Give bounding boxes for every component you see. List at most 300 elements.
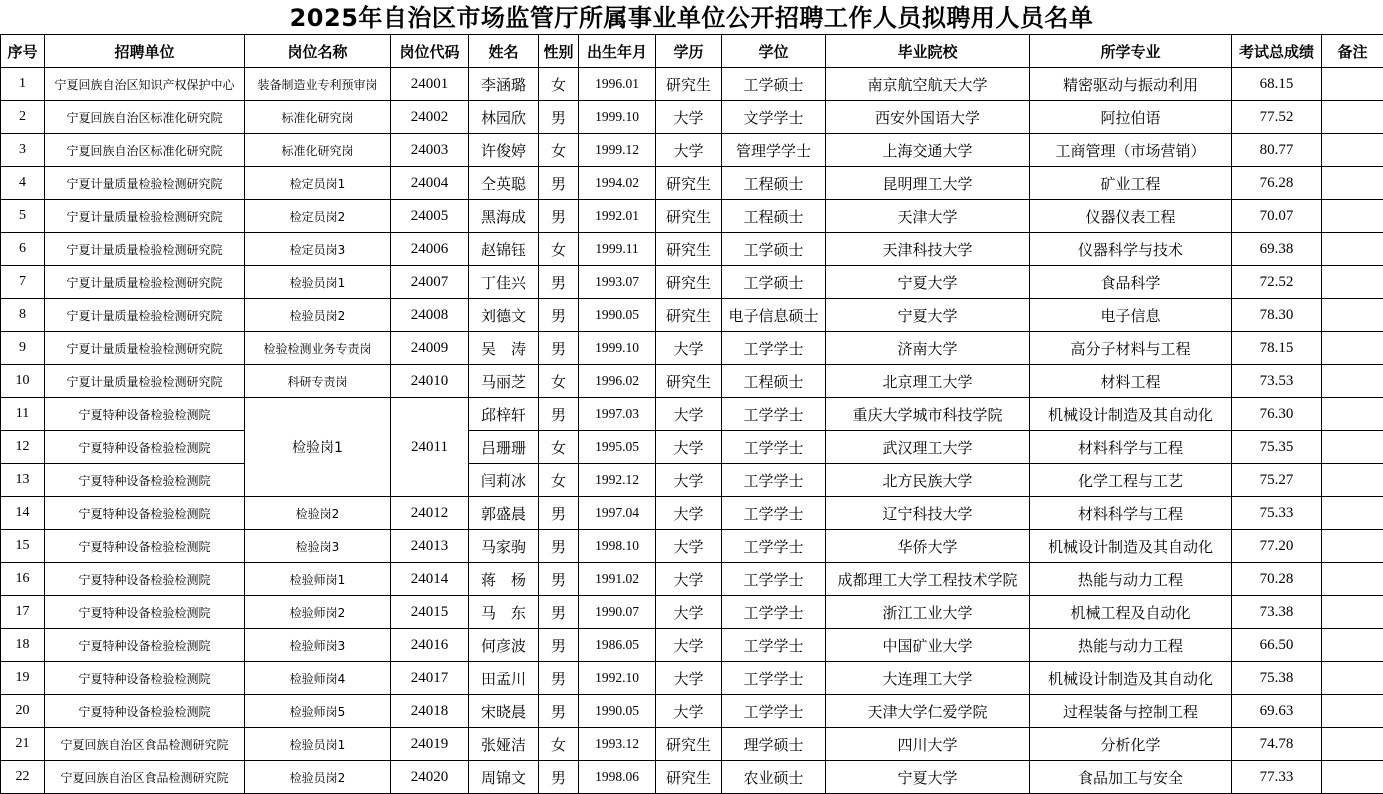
cell-major: 过程装备与控制工程 — [1030, 695, 1232, 728]
cell-major: 阿拉伯语 — [1030, 101, 1232, 134]
personnel-table — [0, 34, 1383, 794]
cell-name: 许俊婷 — [469, 134, 539, 167]
cell-note — [1322, 431, 1383, 464]
cell-code: 24017 — [391, 662, 469, 695]
header-name: 姓名 — [469, 35, 539, 68]
cell-degree: 工程硕士 — [722, 167, 826, 200]
cell-major: 电子信息 — [1030, 299, 1232, 332]
cell-score: 68.15 — [1232, 68, 1322, 101]
cell-unit: 宁夏计量质量检验检测研究院 — [45, 365, 245, 398]
cell-note — [1322, 332, 1383, 365]
cell-name: 邱梓轩 — [469, 398, 539, 431]
cell-degree: 工学学士 — [722, 596, 826, 629]
cell-post: 检验师岗3 — [245, 629, 391, 662]
cell-score: 72.52 — [1232, 266, 1322, 299]
table-body — [1, 68, 1383, 794]
cell-education: 研究生 — [656, 200, 722, 233]
cell-unit: 宁夏特种设备检验检测院 — [45, 464, 245, 497]
cell-code: 24002 — [391, 101, 469, 134]
cell-gender: 男 — [539, 266, 579, 299]
cell-code: 24020 — [391, 761, 469, 794]
cell-code: 24015 — [391, 596, 469, 629]
cell-degree: 工学学士 — [722, 431, 826, 464]
cell-major: 食品科学 — [1030, 266, 1232, 299]
page-title: 2025年自治区市场监管厅所属事业单位公开招聘工作人员拟聘用人员名单 — [289, 4, 1094, 32]
cell-score: 75.33 — [1232, 497, 1322, 530]
cell-gender: 女 — [539, 728, 579, 761]
cell-note — [1322, 563, 1383, 596]
cell-major: 机械设计制造及其自动化 — [1030, 530, 1232, 563]
cell-unit: 宁夏计量质量检验检测研究院 — [45, 233, 245, 266]
cell-post: 检验师岗4 — [245, 662, 391, 695]
cell-school: 天津科技大学 — [826, 233, 1030, 266]
cell-code: 24007 — [391, 266, 469, 299]
cell-score: 69.63 — [1232, 695, 1322, 728]
cell-major: 材料工程 — [1030, 365, 1232, 398]
header-school: 毕业院校 — [826, 35, 1030, 68]
cell-education: 研究生 — [656, 266, 722, 299]
cell-education: 大学 — [656, 695, 722, 728]
cell-name: 黑海成 — [469, 200, 539, 233]
cell-post: 检验师岗1 — [245, 563, 391, 596]
cell-degree: 文学学士 — [722, 101, 826, 134]
cell-degree: 工学学士 — [722, 398, 826, 431]
cell-school: 上海交通大学 — [826, 134, 1030, 167]
cell-education: 大学 — [656, 596, 722, 629]
cell-note — [1322, 200, 1383, 233]
cell-birth: 1992.10 — [579, 662, 656, 695]
cell-post: 检验员岗1 — [245, 728, 391, 761]
cell-unit: 宁夏特种设备检验检测院 — [45, 695, 245, 728]
cell-school: 辽宁科技大学 — [826, 497, 1030, 530]
cell-education: 研究生 — [656, 167, 722, 200]
cell-education: 大学 — [656, 497, 722, 530]
cell-school: 华侨大学 — [826, 530, 1030, 563]
cell-name: 李涵璐 — [469, 68, 539, 101]
cell-note — [1322, 761, 1383, 794]
cell-major: 精密驱动与振动利用 — [1030, 68, 1232, 101]
cell-score: 73.53 — [1232, 365, 1322, 398]
table-header-row — [1, 35, 1383, 68]
cell-code: 24011 — [391, 398, 469, 497]
table-row — [1, 200, 1383, 233]
table-row — [1, 629, 1383, 662]
cell-name: 闫莉冰 — [469, 464, 539, 497]
cell-degree: 工学学士 — [722, 530, 826, 563]
cell-major: 高分子材料与工程 — [1030, 332, 1232, 365]
cell-post: 检验员岗1 — [245, 266, 391, 299]
cell-school: 济南大学 — [826, 332, 1030, 365]
cell-unit: 宁夏计量质量检验检测研究院 — [45, 299, 245, 332]
cell-code: 24014 — [391, 563, 469, 596]
cell-unit: 宁夏特种设备检验检测院 — [45, 497, 245, 530]
cell-education: 大学 — [656, 563, 722, 596]
cell-birth: 1991.02 — [579, 563, 656, 596]
header-birth: 出生年月 — [579, 35, 656, 68]
cell-code: 24005 — [391, 200, 469, 233]
cell-post: 装备制造业专利预审岗 — [245, 68, 391, 101]
cell-code: 24003 — [391, 134, 469, 167]
table-row — [1, 563, 1383, 596]
cell-score: 66.50 — [1232, 629, 1322, 662]
cell-gender: 男 — [539, 497, 579, 530]
table-row — [1, 761, 1383, 794]
cell-birth: 1994.02 — [579, 167, 656, 200]
cell-degree: 工学学士 — [722, 497, 826, 530]
cell-education: 研究生 — [656, 299, 722, 332]
cell-gender: 男 — [539, 695, 579, 728]
cell-note — [1322, 365, 1383, 398]
cell-name: 马 东 — [469, 596, 539, 629]
cell-unit: 宁夏特种设备检验检测院 — [45, 431, 245, 464]
cell-unit: 宁夏计量质量检验检测研究院 — [45, 200, 245, 233]
header-score: 考试总成绩 — [1232, 35, 1322, 68]
cell-unit: 宁夏计量质量检验检测研究院 — [45, 266, 245, 299]
cell-degree: 工程硕士 — [722, 200, 826, 233]
cell-major: 机械设计制造及其自动化 — [1030, 662, 1232, 695]
table-row — [1, 728, 1383, 761]
cell-seq: 15 — [1, 530, 45, 563]
cell-school: 四川大学 — [826, 728, 1030, 761]
cell-birth: 1992.01 — [579, 200, 656, 233]
cell-score: 69.38 — [1232, 233, 1322, 266]
cell-education: 研究生 — [656, 68, 722, 101]
cell-birth: 1996.01 — [579, 68, 656, 101]
cell-degree: 工学学士 — [722, 629, 826, 662]
header-major: 所学专业 — [1030, 35, 1232, 68]
cell-name: 仝英聪 — [469, 167, 539, 200]
cell-score: 73.38 — [1232, 596, 1322, 629]
table-row — [1, 596, 1383, 629]
table-row — [1, 497, 1383, 530]
cell-education: 大学 — [656, 629, 722, 662]
cell-unit: 宁夏回族自治区食品检测研究院 — [45, 728, 245, 761]
cell-birth: 1990.07 — [579, 596, 656, 629]
cell-birth: 1993.12 — [579, 728, 656, 761]
cell-school: 北方民族大学 — [826, 464, 1030, 497]
cell-education: 研究生 — [656, 365, 722, 398]
cell-post: 科研专责岗 — [245, 365, 391, 398]
cell-note — [1322, 299, 1383, 332]
cell-education: 大学 — [656, 398, 722, 431]
cell-code: 24019 — [391, 728, 469, 761]
cell-gender: 男 — [539, 761, 579, 794]
cell-school: 宁夏大学 — [826, 299, 1030, 332]
table-row — [1, 167, 1383, 200]
cell-major: 工商管理（市场营销） — [1030, 134, 1232, 167]
cell-major: 分析化学 — [1030, 728, 1232, 761]
cell-birth: 1996.02 — [579, 365, 656, 398]
cell-unit: 宁夏回族自治区标准化研究院 — [45, 134, 245, 167]
cell-birth: 1999.11 — [579, 233, 656, 266]
cell-name: 吴 涛 — [469, 332, 539, 365]
cell-seq: 3 — [1, 134, 45, 167]
cell-major: 热能与动力工程 — [1030, 629, 1232, 662]
cell-note — [1322, 728, 1383, 761]
cell-code: 24009 — [391, 332, 469, 365]
cell-school: 浙江工业大学 — [826, 596, 1030, 629]
cell-unit: 宁夏回族自治区食品检测研究院 — [45, 761, 245, 794]
cell-unit: 宁夏特种设备检验检测院 — [45, 662, 245, 695]
cell-degree: 工学学士 — [722, 695, 826, 728]
header-gender: 性别 — [539, 35, 579, 68]
cell-unit: 宁夏特种设备检验检测院 — [45, 398, 245, 431]
cell-gender: 男 — [539, 629, 579, 662]
cell-post: 检验师岗2 — [245, 596, 391, 629]
cell-school: 重庆大学城市科技学院 — [826, 398, 1030, 431]
cell-birth: 1992.12 — [579, 464, 656, 497]
cell-seq: 4 — [1, 167, 45, 200]
cell-seq: 1 — [1, 68, 45, 101]
cell-school: 大连理工大学 — [826, 662, 1030, 695]
cell-degree: 农业硕士 — [722, 761, 826, 794]
table-row — [1, 662, 1383, 695]
cell-school: 宁夏大学 — [826, 761, 1030, 794]
cell-education: 大学 — [656, 431, 722, 464]
cell-note — [1322, 233, 1383, 266]
cell-seq: 7 — [1, 266, 45, 299]
table-row — [1, 299, 1383, 332]
cell-gender: 女 — [539, 431, 579, 464]
cell-education: 大学 — [656, 464, 722, 497]
cell-name: 刘德文 — [469, 299, 539, 332]
cell-school: 北京理工大学 — [826, 365, 1030, 398]
table-row — [1, 365, 1383, 398]
cell-degree: 工学硕士 — [722, 233, 826, 266]
cell-note — [1322, 662, 1383, 695]
cell-education: 研究生 — [656, 728, 722, 761]
cell-name: 赵锦钰 — [469, 233, 539, 266]
cell-post: 检定员岗2 — [245, 200, 391, 233]
cell-degree: 工学硕士 — [722, 68, 826, 101]
cell-seq: 6 — [1, 233, 45, 266]
cell-note — [1322, 497, 1383, 530]
cell-unit: 宁夏特种设备检验检测院 — [45, 629, 245, 662]
cell-school: 中国矿业大学 — [826, 629, 1030, 662]
cell-note — [1322, 266, 1383, 299]
cell-score: 74.78 — [1232, 728, 1322, 761]
header-unit: 招聘单位 — [45, 35, 245, 68]
cell-major: 仪器科学与技术 — [1030, 233, 1232, 266]
cell-score: 76.30 — [1232, 398, 1322, 431]
cell-major: 机械工程及自动化 — [1030, 596, 1232, 629]
cell-unit: 宁夏回族自治区标准化研究院 — [45, 101, 245, 134]
header-code: 岗位代码 — [391, 35, 469, 68]
cell-birth: 1990.05 — [579, 299, 656, 332]
cell-code: 24004 — [391, 167, 469, 200]
table-row — [1, 464, 1383, 497]
cell-score: 78.30 — [1232, 299, 1322, 332]
cell-major: 化学工程与工艺 — [1030, 464, 1232, 497]
cell-unit: 宁夏计量质量检验检测研究院 — [45, 332, 245, 365]
cell-unit: 宁夏特种设备检验检测院 — [45, 563, 245, 596]
cell-post: 检验员岗2 — [245, 299, 391, 332]
cell-seq: 19 — [1, 662, 45, 695]
cell-gender: 女 — [539, 233, 579, 266]
cell-post: 检验员岗2 — [245, 761, 391, 794]
cell-school: 天津大学仁爱学院 — [826, 695, 1030, 728]
cell-school: 南京航空航天大学 — [826, 68, 1030, 101]
cell-education: 大学 — [656, 530, 722, 563]
cell-seq: 12 — [1, 431, 45, 464]
cell-birth: 1986.05 — [579, 629, 656, 662]
cell-score: 77.33 — [1232, 761, 1322, 794]
cell-birth: 1993.07 — [579, 266, 656, 299]
cell-degree: 电子信息硕士 — [722, 299, 826, 332]
cell-degree: 理学硕士 — [722, 728, 826, 761]
cell-gender: 女 — [539, 464, 579, 497]
cell-code: 24001 — [391, 68, 469, 101]
cell-score: 70.28 — [1232, 563, 1322, 596]
cell-birth: 1999.12 — [579, 134, 656, 167]
cell-education: 大学 — [656, 332, 722, 365]
cell-degree: 工学学士 — [722, 332, 826, 365]
cell-note — [1322, 464, 1383, 497]
cell-note — [1322, 167, 1383, 200]
cell-gender: 男 — [539, 332, 579, 365]
cell-degree: 工学学士 — [722, 563, 826, 596]
cell-code: 24016 — [391, 629, 469, 662]
cell-unit: 宁夏特种设备检验检测院 — [45, 530, 245, 563]
cell-birth: 1995.05 — [579, 431, 656, 464]
cell-note — [1322, 398, 1383, 431]
cell-unit: 宁夏特种设备检验检测院 — [45, 596, 245, 629]
cell-seq: 10 — [1, 365, 45, 398]
cell-gender: 男 — [539, 530, 579, 563]
cell-seq: 5 — [1, 200, 45, 233]
cell-name: 张娅洁 — [469, 728, 539, 761]
cell-school: 武汉理工大学 — [826, 431, 1030, 464]
cell-score: 77.20 — [1232, 530, 1322, 563]
cell-school: 天津大学 — [826, 200, 1030, 233]
cell-major: 材料科学与工程 — [1030, 497, 1232, 530]
header-degree: 学位 — [722, 35, 826, 68]
cell-name: 林园欣 — [469, 101, 539, 134]
cell-education: 研究生 — [656, 761, 722, 794]
cell-education: 大学 — [656, 662, 722, 695]
table-row — [1, 530, 1383, 563]
header-post: 岗位名称 — [245, 35, 391, 68]
cell-score: 78.15 — [1232, 332, 1322, 365]
header-education: 学历 — [656, 35, 722, 68]
header-note: 备注 — [1322, 35, 1383, 68]
cell-note — [1322, 68, 1383, 101]
cell-school: 成都理工大学工程技术学院 — [826, 563, 1030, 596]
cell-name: 田孟川 — [469, 662, 539, 695]
cell-gender: 女 — [539, 68, 579, 101]
cell-birth: 1998.10 — [579, 530, 656, 563]
cell-gender: 男 — [539, 299, 579, 332]
cell-gender: 男 — [539, 596, 579, 629]
table-row — [1, 233, 1383, 266]
cell-code: 24006 — [391, 233, 469, 266]
cell-score: 80.77 — [1232, 134, 1322, 167]
cell-name: 蒋 杨 — [469, 563, 539, 596]
cell-degree: 工学硕士 — [722, 266, 826, 299]
cell-name: 丁佳兴 — [469, 266, 539, 299]
cell-birth: 1990.05 — [579, 695, 656, 728]
cell-school: 西安外国语大学 — [826, 101, 1030, 134]
cell-post: 检验师岗5 — [245, 695, 391, 728]
cell-birth: 1999.10 — [579, 332, 656, 365]
cell-education: 大学 — [656, 101, 722, 134]
cell-name: 吕珊珊 — [469, 431, 539, 464]
cell-code: 24012 — [391, 497, 469, 530]
cell-degree: 管理学学士 — [722, 134, 826, 167]
cell-unit: 宁夏回族自治区知识产权保护中心 — [45, 68, 245, 101]
cell-score: 75.27 — [1232, 464, 1322, 497]
cell-degree: 工学学士 — [722, 662, 826, 695]
cell-birth: 1999.10 — [579, 101, 656, 134]
cell-gender: 男 — [539, 200, 579, 233]
cell-seq: 18 — [1, 629, 45, 662]
cell-major: 仪器仪表工程 — [1030, 200, 1232, 233]
cell-post: 检定员岗3 — [245, 233, 391, 266]
cell-note — [1322, 101, 1383, 134]
table-row — [1, 134, 1383, 167]
cell-seq: 16 — [1, 563, 45, 596]
cell-seq: 22 — [1, 761, 45, 794]
cell-post: 检验岗3 — [245, 530, 391, 563]
cell-seq: 21 — [1, 728, 45, 761]
table-row — [1, 68, 1383, 101]
cell-major: 食品加工与安全 — [1030, 761, 1232, 794]
cell-code: 24018 — [391, 695, 469, 728]
cell-name: 宋晓晨 — [469, 695, 539, 728]
cell-gender: 男 — [539, 101, 579, 134]
cell-birth: 1997.04 — [579, 497, 656, 530]
cell-major: 热能与动力工程 — [1030, 563, 1232, 596]
cell-gender: 男 — [539, 167, 579, 200]
cell-score: 77.52 — [1232, 101, 1322, 134]
cell-note — [1322, 629, 1383, 662]
cell-education: 研究生 — [656, 233, 722, 266]
cell-score: 76.28 — [1232, 167, 1322, 200]
cell-gender: 女 — [539, 365, 579, 398]
cell-seq: 8 — [1, 299, 45, 332]
cell-seq: 17 — [1, 596, 45, 629]
cell-gender: 女 — [539, 134, 579, 167]
cell-seq: 14 — [1, 497, 45, 530]
cell-post: 标准化研究岗 — [245, 101, 391, 134]
table-row — [1, 431, 1383, 464]
table-row — [1, 332, 1383, 365]
cell-education: 大学 — [656, 134, 722, 167]
cell-gender: 男 — [539, 662, 579, 695]
cell-major: 矿业工程 — [1030, 167, 1232, 200]
cell-note — [1322, 695, 1383, 728]
cell-code: 24010 — [391, 365, 469, 398]
cell-unit: 宁夏计量质量检验检测研究院 — [45, 167, 245, 200]
cell-post: 检验岗2 — [245, 497, 391, 530]
table-row — [1, 266, 1383, 299]
cell-seq: 2 — [1, 101, 45, 134]
cell-score: 75.38 — [1232, 662, 1322, 695]
cell-seq: 20 — [1, 695, 45, 728]
cell-code: 24008 — [391, 299, 469, 332]
cell-name: 马丽芝 — [469, 365, 539, 398]
cell-post: 检定员岗1 — [245, 167, 391, 200]
cell-note — [1322, 134, 1383, 167]
cell-name: 马家驹 — [469, 530, 539, 563]
cell-degree: 工学学士 — [722, 464, 826, 497]
cell-score: 70.07 — [1232, 200, 1322, 233]
cell-gender: 男 — [539, 563, 579, 596]
cell-post: 检验检测业务专责岗 — [245, 332, 391, 365]
cell-note — [1322, 530, 1383, 563]
cell-major: 材料科学与工程 — [1030, 431, 1232, 464]
table-row — [1, 695, 1383, 728]
